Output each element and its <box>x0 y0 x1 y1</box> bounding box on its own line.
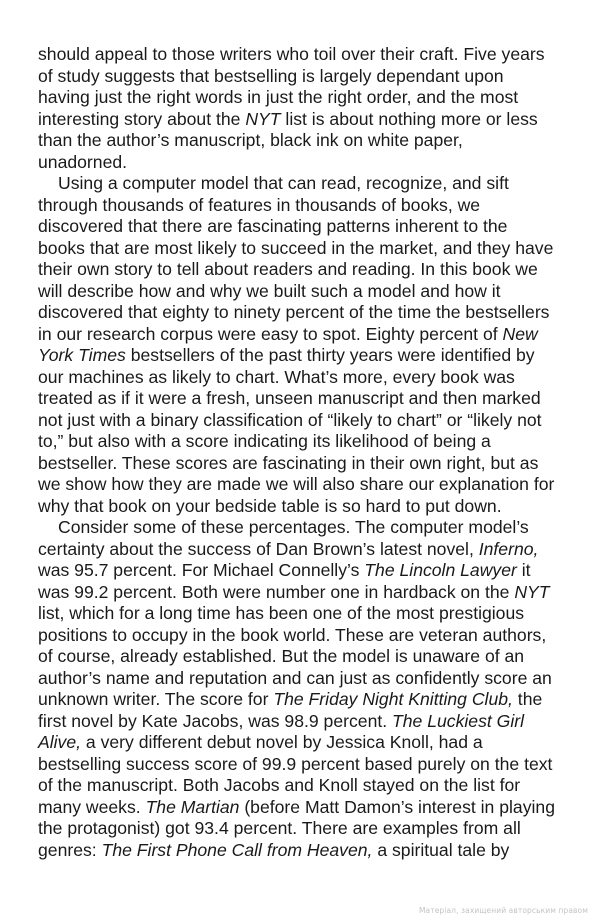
text-run: bestseller. These scores are fascinating in their own right, but as <box>38 452 539 473</box>
text-line <box>38 818 566 840</box>
text-run: to,” but also with a score indicating its likelihood of being a <box>38 431 491 451</box>
italic-title: The Luckiest Girl <box>392 710 525 731</box>
italic-title: Alive, <box>38 732 82 752</box>
text-run: than the author’s manuscript, black ink on white paper, <box>38 130 463 150</box>
text-run: why that book on your bedside table is so hard to put down. <box>38 495 502 516</box>
text-run: of the manuscript. Both Jacobs and Knoll stayed on the list for <box>38 775 521 795</box>
italic-title: The Martian <box>145 796 240 817</box>
text-line <box>38 324 566 346</box>
text-line <box>38 517 566 539</box>
text-line <box>38 582 566 604</box>
paragraph-3 <box>38 517 566 861</box>
italic-title: York Times <box>38 345 126 365</box>
text-line <box>38 44 566 66</box>
text-line <box>38 109 566 131</box>
text-run: through thousands of features in thousands of books, we <box>38 194 481 215</box>
text-run: should appeal to those writers who toil over their craft. Five years <box>38 44 545 64</box>
text-line <box>38 603 566 625</box>
text-run: Using a computer model that can read, recognize, and sift <box>58 173 509 193</box>
text-run: interesting story about the <box>38 108 246 129</box>
text-line <box>38 367 566 389</box>
text-line <box>38 496 566 518</box>
text-line <box>38 668 566 690</box>
text-line <box>38 410 566 432</box>
italic-title: NYT <box>514 581 550 602</box>
text-run: Consider some of these percentages. The computer model’s <box>58 517 529 537</box>
text-run: positions to occupy in the book world. These are veteran authors, <box>38 624 547 645</box>
text-run: a very different debut novel by Jessica Knoll, had a <box>81 732 483 752</box>
text-line <box>38 646 566 668</box>
italic-title: Inferno, <box>478 538 539 559</box>
text-run: many weeks. <box>38 796 146 817</box>
text-run: author’s name and reputation and can just as confidently score an <box>38 667 552 688</box>
text-run: list, which for a long time has been one of the most prestigious <box>38 603 525 623</box>
text-run: the protagonist) got 93.4 percent. There are examples from all <box>38 818 521 838</box>
text-line <box>38 797 566 819</box>
text-line <box>38 152 566 174</box>
text-run: books that are most likely to succeed in the market, and they have <box>38 237 554 258</box>
text-line <box>38 625 566 647</box>
italic-title: The Friday Night Knitting Club, <box>273 689 513 709</box>
text-run: it <box>516 560 531 580</box>
copyright-watermark: Матеріал, захищений авторським правом <box>418 906 588 915</box>
text-run: having just the right words in just the right order, and the most <box>38 87 519 107</box>
text-run: will describe how and why we built such a model and how it <box>38 280 501 301</box>
text-line <box>38 539 566 561</box>
text-line <box>38 173 566 195</box>
text-line <box>38 388 566 410</box>
text-line <box>38 560 566 582</box>
italic-title: NYT <box>245 108 281 129</box>
text-run: list is about nothing more or less <box>280 108 538 129</box>
text-run: our machines as likely to chart. What’s more, every book was <box>38 366 515 387</box>
text-run: genres: <box>38 839 102 860</box>
text-run: certainty about the success of Dan Brown’s latest novel, <box>38 538 479 559</box>
book-page-text <box>38 44 566 861</box>
text-run: was 99.2 percent. Both were number one in hardback on the <box>38 581 515 602</box>
text-line <box>38 345 566 367</box>
text-run: in our research corpus were easy to spot. Eighty percent of <box>38 323 503 344</box>
text-line <box>38 689 566 711</box>
text-run: their own story to tell about readers and reading. In this book we <box>38 259 538 279</box>
text-line <box>38 474 566 496</box>
text-run: not just with a binary classification of “likely to chart” or “likely not <box>38 409 542 430</box>
text-run: unadorned. <box>38 151 128 172</box>
text-line <box>38 775 566 797</box>
text-line <box>38 238 566 260</box>
text-line <box>38 302 566 324</box>
text-line <box>38 87 566 109</box>
text-line <box>38 195 566 217</box>
text-run: of study suggests that bestselling is largely dependant upon <box>38 65 504 86</box>
text-run: we show how they are made we will also share our explanation for <box>38 474 555 494</box>
text-run: first novel by Kate Jacobs, was 98.9 percent. <box>38 710 393 731</box>
text-line <box>38 711 566 733</box>
text-line <box>38 732 566 754</box>
text-run: unknown writer. The score for <box>38 689 274 709</box>
text-run: bestsellers of the past thirty years were identified by <box>125 345 535 365</box>
text-run: a spiritual tale by <box>372 839 510 860</box>
text-line <box>38 453 566 475</box>
text-run: discovered that there are fascinating patterns inherent to the <box>38 216 508 236</box>
text-line <box>38 66 566 88</box>
text-line <box>38 281 566 303</box>
text-line <box>38 431 566 453</box>
text-line <box>38 130 566 152</box>
text-line <box>38 840 566 862</box>
text-line <box>38 754 566 776</box>
text-run: discovered that eighty to ninety percent of the time the bestsellers <box>38 302 550 322</box>
italic-title: The First Phone Call from Heaven, <box>101 839 373 860</box>
italic-title: New <box>502 323 538 344</box>
text-line <box>38 259 566 281</box>
italic-title: The Lincoln Lawyer <box>364 560 517 580</box>
paragraph-1 <box>38 44 566 173</box>
text-line <box>38 216 566 238</box>
text-run: the <box>512 689 543 709</box>
text-run: treated as if it were a fresh, unseen manuscript and then marked <box>38 388 541 408</box>
text-run: was 95.7 percent. For Michael Connelly’s <box>38 560 365 580</box>
paragraph-2 <box>38 173 566 517</box>
text-run: of course, already established. But the model is unaware of an <box>38 646 525 666</box>
text-run: (before Matt Damon’s interest in playing <box>239 796 555 817</box>
text-run: bestselling success score of 99.9 percent based purely on the text <box>38 753 553 774</box>
